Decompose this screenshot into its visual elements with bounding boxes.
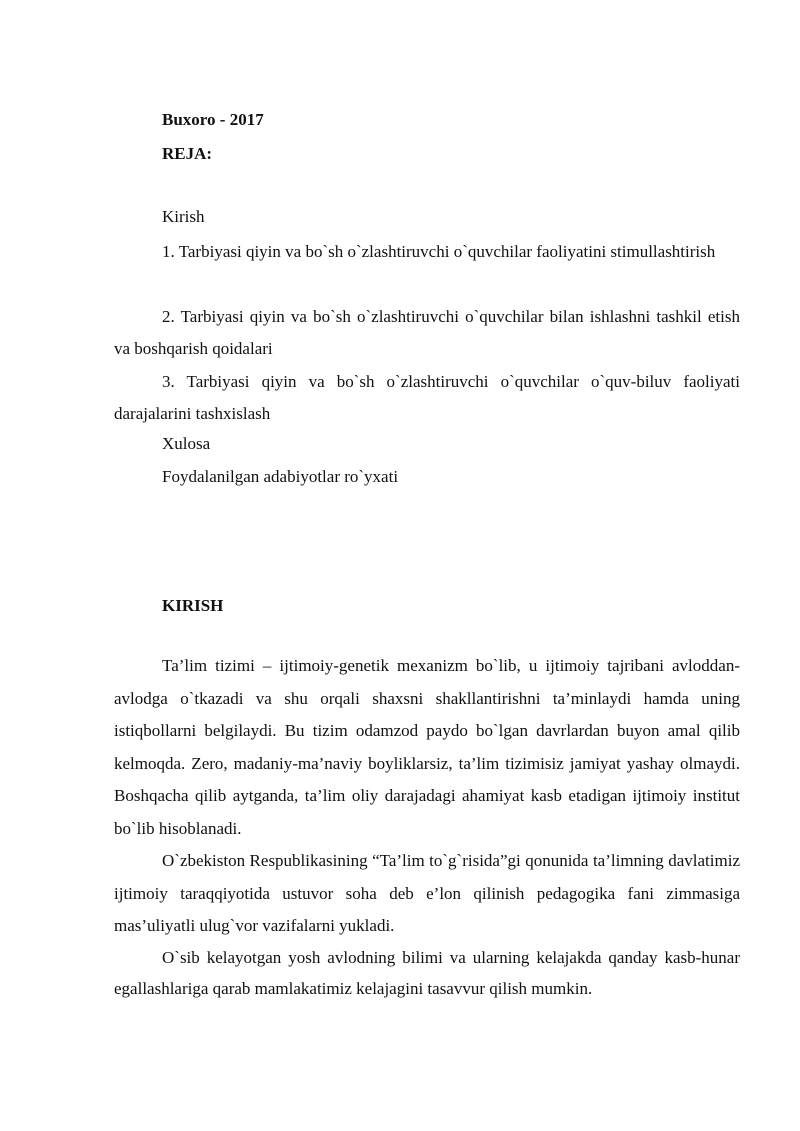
body-paragraph-3: O`sib kelayotgan yosh avlodning bilimi va ularning kelajakda qanday kasb-hunar egallashlariga qarab mamlakatimiz kelajagini tasavvur qilish mumkin. bbox=[114, 948, 740, 998]
plan-item-1: 1. Tarbiyasi qiyin va bo`sh o`zlashtiruvchi o`quvchilar faoliyatini stimullashtirish bbox=[162, 242, 716, 261]
plan-title: REJA: bbox=[162, 144, 213, 163]
plan-item-conclusion: Xulosa bbox=[162, 434, 211, 453]
plan-item-2: 2. Tarbiyasi qiyin va bo`sh o`zlashtiruvchi o`quvchilar bilan ishlashni tashkil etish va boshqarish qoidalari bbox=[114, 307, 740, 358]
section-title: KIRISH bbox=[162, 596, 224, 615]
place-year-heading: Buxoro - 2017 bbox=[162, 110, 264, 129]
plan-item-intro: Kirish bbox=[162, 207, 205, 226]
body-paragraph-1: Ta’lim tizimi – ijtimoiy-genetik mexanizm bo`lib, u ijtimoiy tajribani avloddan-avlodga o`tkazadi va shu orqali shaxsni shakllantirishni ta’minlaydi hamda uning istiqbollarni belgilaydi. Bu tizim odamzod paydo bo`lgan davrlardan buyon amal qilib kelmoqda. Zero, madaniy-ma’naviy boyliklarsiz, ta’lim tizimisiz jamiyat yashay olmaydi. Boshqacha qilib aytganda, ta’lim oliy darajadagi ahamiyat kasb etadigan ijtimoiy institut bo`lib hisoblanadi. bbox=[114, 656, 740, 838]
body-paragraph-2: O`zbekiston Respublikasining “Ta’lim to`g`risida”gi qonunida ta’limning davlatimiz ijtimoiy taraqqiyotida ustuvor soha deb e’lon qilinish pedagogika fani zimmasiga mas’uliyatli ulug`vor vazifalarni yukladi. bbox=[114, 851, 740, 935]
plan-item-references: Foydalanilgan adabiyotlar ro`yxati bbox=[162, 467, 399, 486]
plan-item-3: 3. Tarbiyasi qiyin va bo`sh o`zlashtiruvchi o`quvchilar o`quv-biluv faoliyati darajalarini tashxislash bbox=[114, 372, 740, 423]
